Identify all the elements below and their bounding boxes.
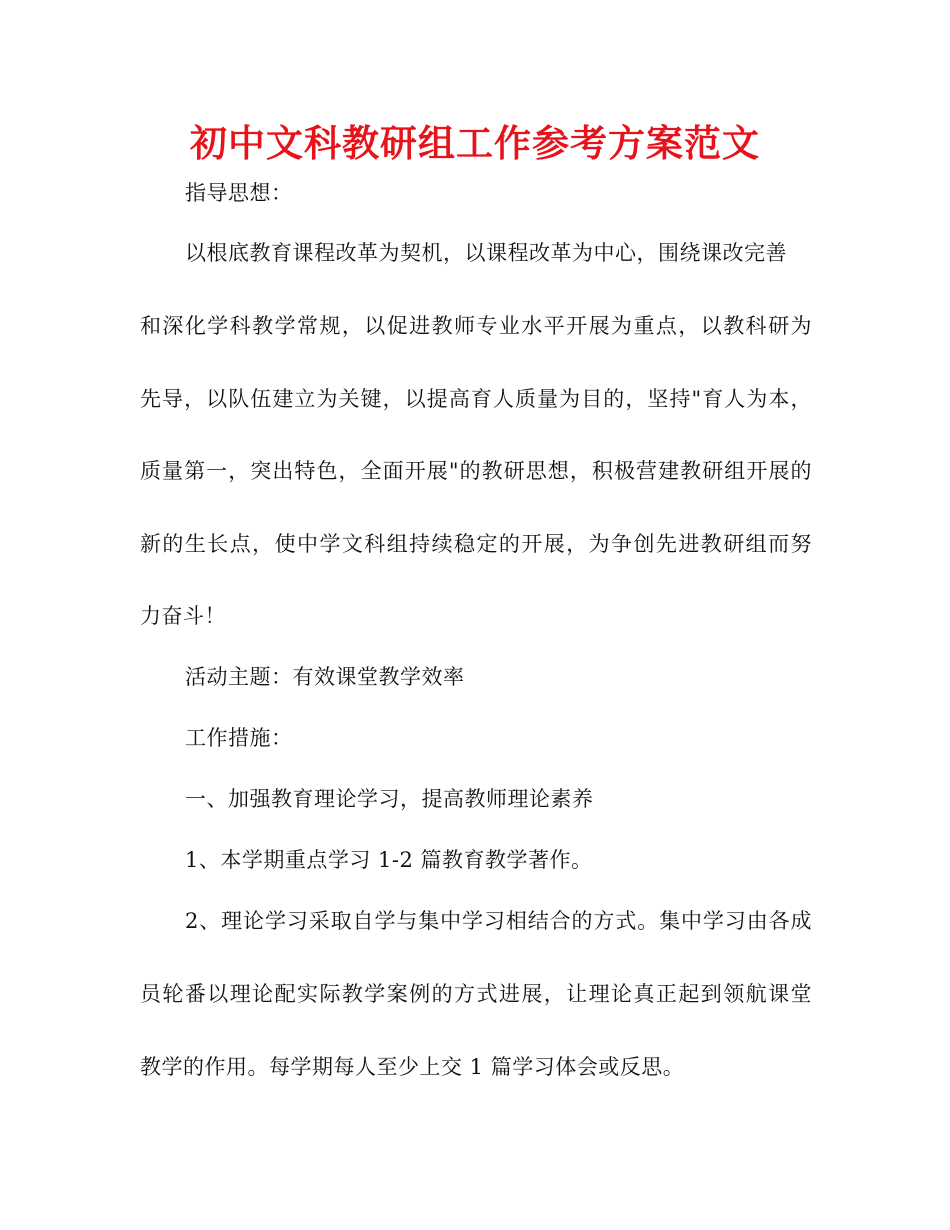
guide-heading: 指导思想： xyxy=(185,181,293,205)
measures-heading: 工作措施： xyxy=(185,726,293,750)
activity-theme: 活动主题：有效课堂教学效率 xyxy=(185,665,465,689)
document-title: 初中文科教研组工作参考方案范文 xyxy=(190,122,760,165)
paragraph-line: 新的生长点，使中学文科组持续稳定的开展，为争创先进教研组而努 xyxy=(140,532,812,556)
paragraph-line: 和深化学科教学常规，以促进教师专业水平开展为重点，以教科研为 xyxy=(140,314,812,338)
paragraph-line: 以根底教育课程改革为契机，以课程改革为中心，围绕课改完善 xyxy=(185,241,787,265)
paragraph-line: 员轮番以理论配实际教学案例的方式进展，让理论真正起到领航课堂 xyxy=(140,982,812,1006)
list-item: 1、本学期重点学习 1-2 篇教育教学著作。 xyxy=(185,848,593,872)
paragraph-line: 力奋斗！ xyxy=(140,604,226,628)
list-item: 2、理论学习采取自学与集中学习相结合的方式。集中学习由各成 xyxy=(185,909,812,933)
section-heading: 一、加强教育理论学习，提高教师理论素养 xyxy=(185,787,594,811)
paragraph-line: 质量第一，突出特色，全面开展"的教研思想，积极营建教研组开展的 xyxy=(140,459,812,483)
paragraph-line: 教学的作用。每学期每人至少上交 1 篇学习体会或反思。 xyxy=(140,1055,685,1079)
paragraph-line: 先导，以队伍建立为关键，以提高育人质量为目的，坚持"育人为本， xyxy=(140,387,812,411)
